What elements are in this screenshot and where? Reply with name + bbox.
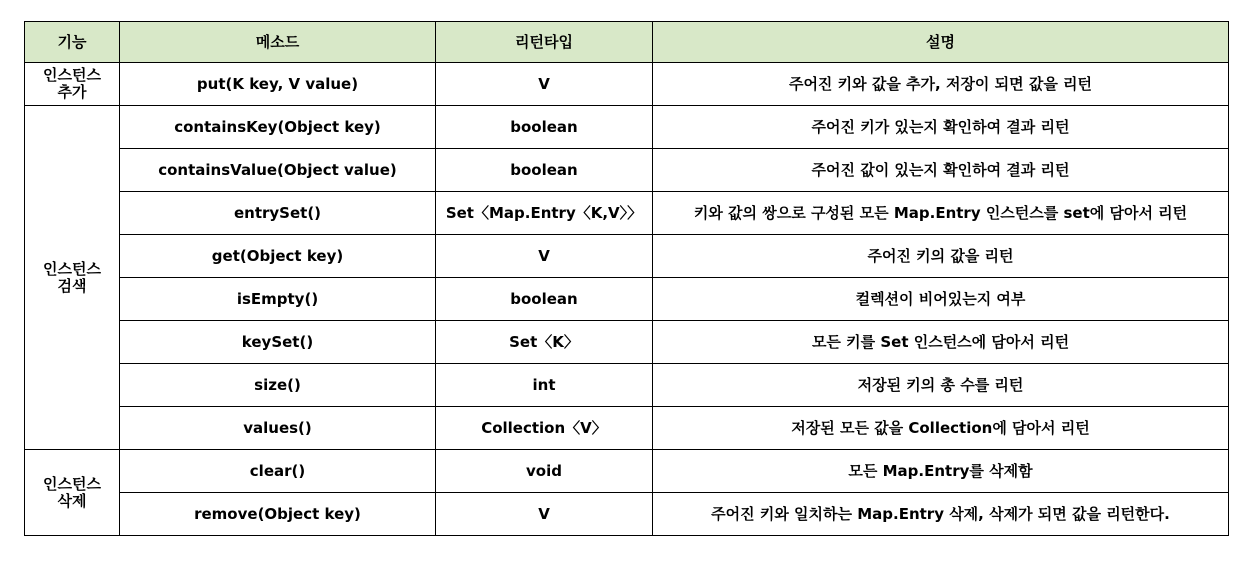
return-type-cell: boolean: [436, 149, 653, 192]
return-type-cell: V: [436, 235, 653, 278]
map-methods-table-wrapper: [24, 21, 1229, 536]
table-row: [25, 364, 1229, 407]
description-cell: 주어진 키와 값을 추가, 저장이 되면 값을 리턴: [653, 63, 1229, 106]
description-cell: 저장된 키의 총 수를 리턴: [653, 364, 1229, 407]
description-cell: 주어진 값이 있는지 확인하여 결과 리턴: [653, 149, 1229, 192]
description-cell: 모든 키를 Set 인스턴스에 담아서 리턴: [653, 321, 1229, 364]
table-row: [25, 278, 1229, 321]
feature-label: 인스턴스 추가: [43, 66, 101, 101]
table-row: [25, 493, 1229, 536]
method-cell: containsKey(Object key): [120, 106, 436, 149]
method-cell: put(K key, V value): [120, 63, 436, 106]
table-row: [25, 407, 1229, 450]
feature-label: 인스턴스 삭제: [43, 474, 101, 510]
method-cell: remove(Object key): [120, 493, 436, 536]
method-cell: entrySet(): [120, 192, 436, 235]
table-row: [25, 450, 1229, 493]
description-cell: 컬렉션이 비어있는지 여부: [653, 278, 1229, 321]
return-type-cell: int: [436, 364, 653, 407]
method-cell: containsValue(Object value): [120, 149, 436, 192]
description-cell: 주어진 키의 값을 리턴: [653, 235, 1229, 278]
table-row: [25, 106, 1229, 149]
method-cell: keySet(): [120, 321, 436, 364]
description-cell: 주어진 키와 일치하는 Map.Entry 삭제, 삭제가 되면 값을 리턴한다.: [653, 493, 1229, 536]
description-cell: 주어진 키가 있는지 확인하여 결과 리턴: [653, 106, 1229, 149]
description-cell: 저장된 모든 값을 Collection에 담아서 리턴: [653, 407, 1229, 450]
header-description: 설명: [653, 22, 1229, 63]
method-cell: values(): [120, 407, 436, 450]
method-cell: isEmpty(): [120, 278, 436, 321]
header-return-type: 리턴타입: [436, 22, 653, 63]
return-type-cell: Set〈Map.Entry〈K,V〉〉: [436, 192, 653, 235]
return-type-cell: boolean: [436, 106, 653, 149]
return-type-cell: void: [436, 450, 653, 493]
feature-label: 인스턴스 검색: [43, 259, 101, 295]
header-method: 메소드: [120, 22, 436, 63]
method-cell: clear(): [120, 450, 436, 493]
feature-cell-add: [25, 63, 120, 106]
method-cell: get(Object key): [120, 235, 436, 278]
feature-cell-delete: [25, 450, 120, 536]
header-row: [25, 22, 1229, 63]
map-methods-table: [24, 21, 1229, 536]
return-type-cell: boolean: [436, 278, 653, 321]
table-row: [25, 321, 1229, 364]
return-type-cell: Set〈K〉: [436, 321, 653, 364]
table-row: [25, 192, 1229, 235]
header-feature: 기능: [25, 22, 120, 63]
table-row: [25, 63, 1229, 106]
description-cell: 모든 Map.Entry를 삭제함: [653, 450, 1229, 493]
feature-cell-search: [25, 106, 120, 450]
return-type-cell: V: [436, 493, 653, 536]
return-type-cell: V: [436, 63, 653, 106]
table-row: [25, 235, 1229, 278]
description-cell: 키와 값의 쌍으로 구성된 모든 Map.Entry 인스턴스를 set에 담아서 리턴: [653, 192, 1229, 235]
return-type-cell: Collection〈V〉: [436, 407, 653, 450]
table-row: [25, 149, 1229, 192]
method-cell: size(): [120, 364, 436, 407]
